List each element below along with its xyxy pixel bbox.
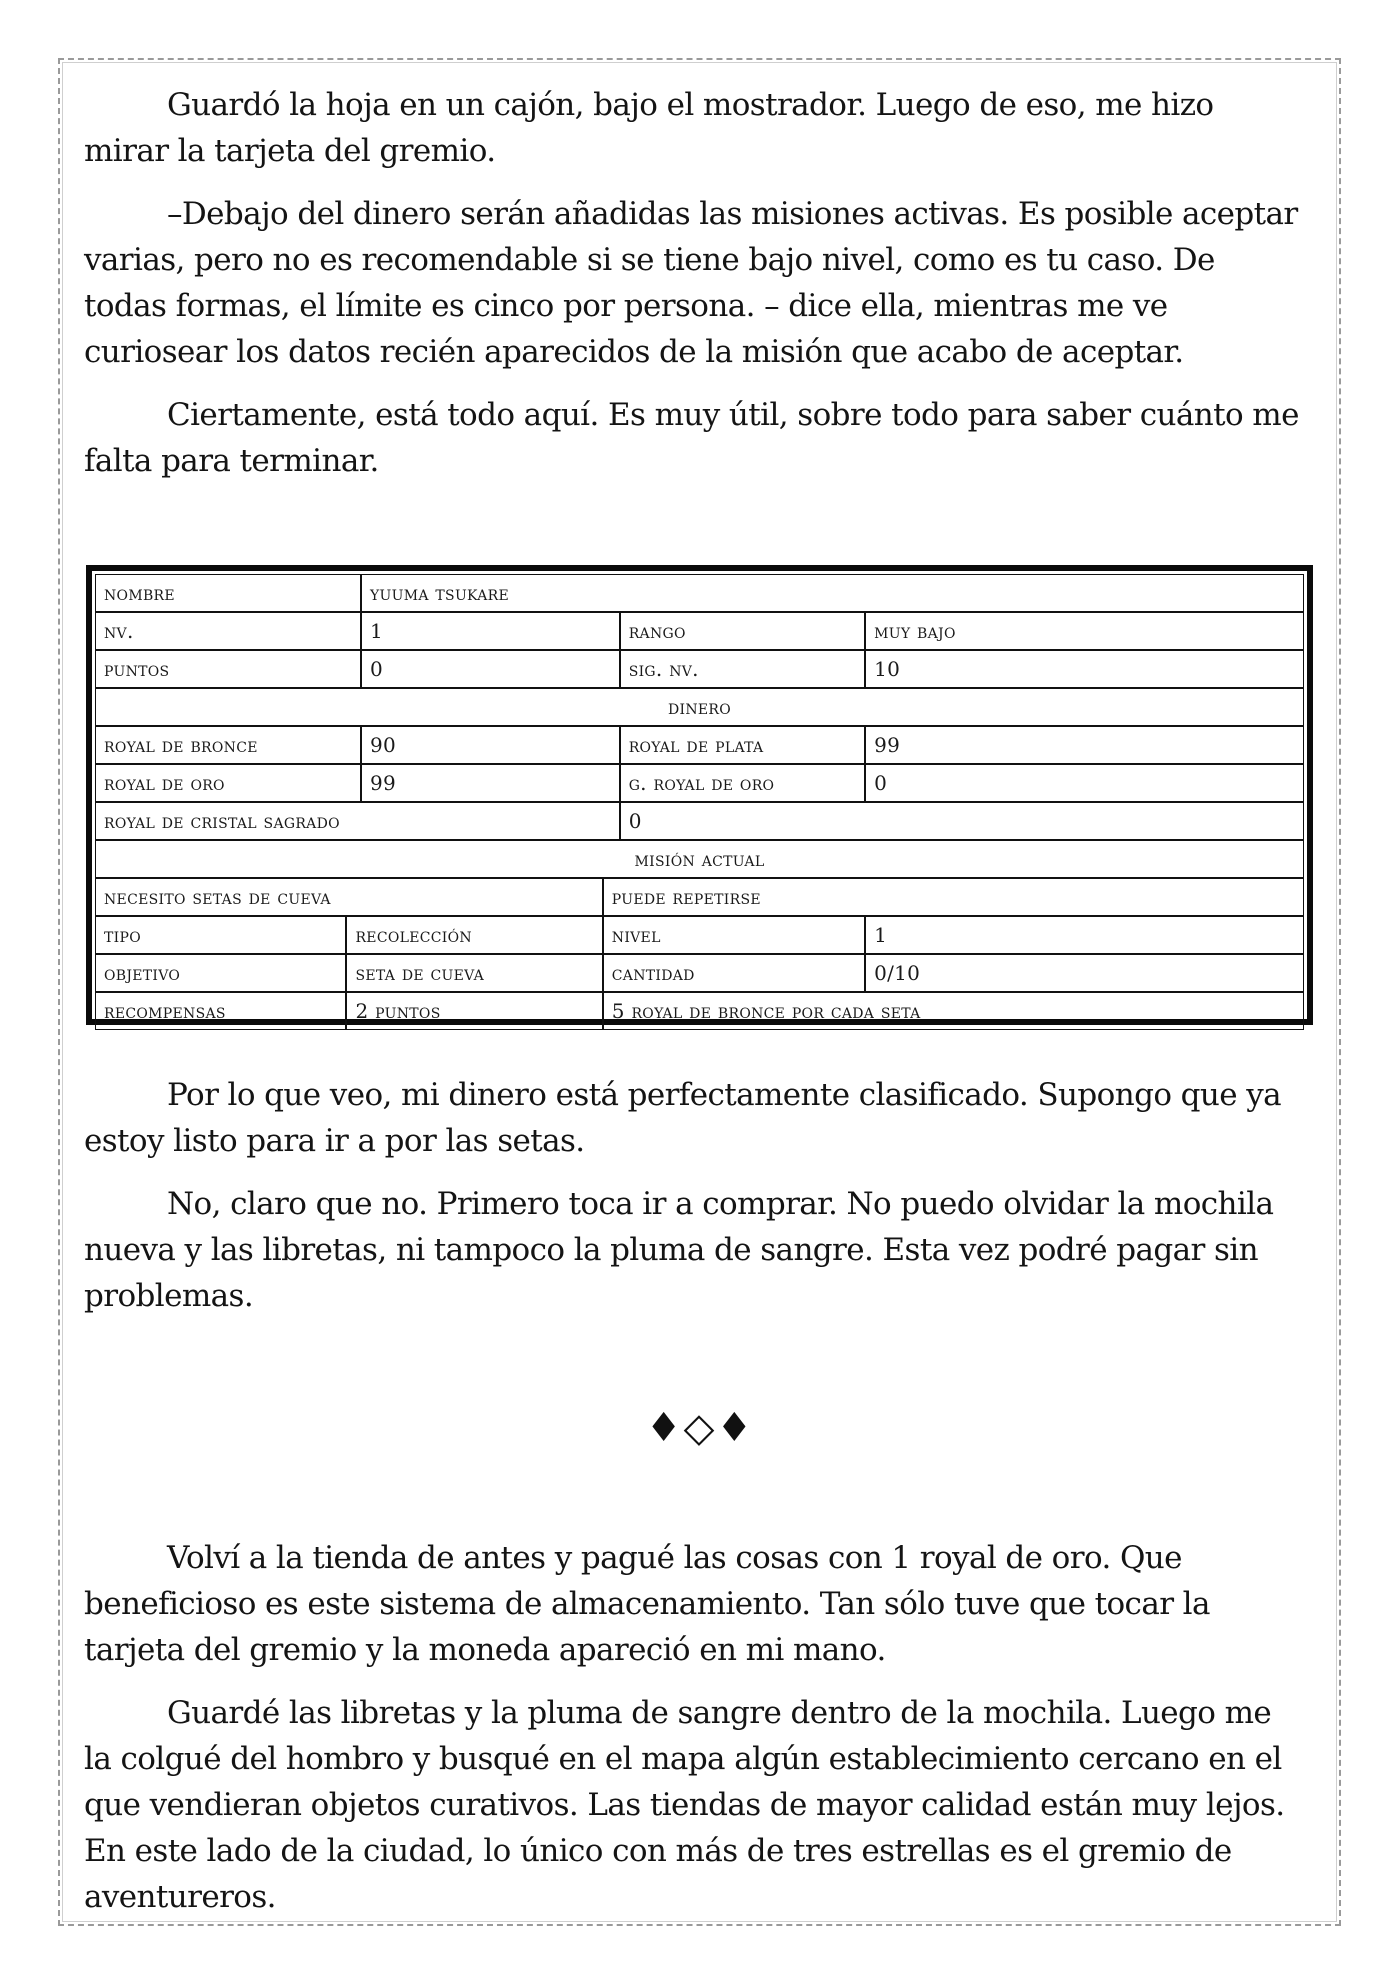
card-value: yuuma tsukare xyxy=(361,574,1304,612)
paragraph: Guardé las libretas y la pluma de sangre dentro de la mochila. Luego me la colgué del hombro y busqué en el mapa algún establecimiento cercano en el que vendieran objetos curativos. Las tiendas de mayor calidad están muy lejos. En este lado de la ciudad, lo único con más de tres estrellas es el gremio de aventureros. xyxy=(84,1695,1285,1915)
table-row xyxy=(95,878,1304,916)
section-header-dinero: dinero xyxy=(95,688,1304,726)
card-value: seta de cueva xyxy=(346,954,602,992)
card-value: 90 xyxy=(361,726,620,764)
table-row xyxy=(95,688,1304,726)
table-row xyxy=(95,802,1304,840)
section-header-mision: misión actual xyxy=(95,840,1304,878)
table-row xyxy=(95,726,1304,764)
card-label: sig. nv. xyxy=(620,650,865,688)
card-value: 5 royal de bronce por cada seta xyxy=(603,992,1304,1030)
card-label: nv. xyxy=(95,612,361,650)
card-label: tipo xyxy=(95,916,346,954)
card-value: 2 puntos xyxy=(346,992,602,1030)
card-value: 99 xyxy=(865,726,1304,764)
card-value: 0 xyxy=(865,764,1304,802)
card-value: 1 xyxy=(865,916,1304,954)
card-label: puntos xyxy=(95,650,361,688)
paragraph: Ciertamente, está todo aquí. Es muy útil, sobre todo para saber cuánto me falta para terminar. xyxy=(84,397,1299,479)
card-value: 10 xyxy=(865,650,1304,688)
card-label: recompensas xyxy=(95,992,346,1030)
text-block-top xyxy=(84,82,1306,501)
card-label: nivel xyxy=(603,916,865,954)
paragraph: Por lo que veo, mi dinero está perfectamente clasificado. Supongo que ya estoy listo para ir a por las setas. xyxy=(84,1077,1282,1159)
table-row xyxy=(95,650,1304,688)
card-value: 0/10 xyxy=(865,954,1304,992)
table-row xyxy=(95,916,1304,954)
scene-separator-diamonds-icon: ♦◇♦ xyxy=(645,1405,755,1451)
text-block-middle xyxy=(84,1072,1306,1336)
table-row xyxy=(95,954,1304,992)
card-label: cantidad xyxy=(603,954,865,992)
table-row xyxy=(95,612,1304,650)
card-label: nombre xyxy=(95,574,361,612)
guild-card-table xyxy=(95,574,1304,1030)
card-value: 0 xyxy=(620,802,1304,840)
card-value: 0 xyxy=(361,650,620,688)
text-block-bottom xyxy=(84,1535,1306,1937)
card-value: 1 xyxy=(361,612,620,650)
card-label: g. royal de oro xyxy=(620,764,865,802)
mission-repeat: puede repetirse xyxy=(603,878,1304,916)
paragraph: Volví a la tienda de antes y pagué las cosas con 1 royal de oro. Que beneficioso es este sistema de almacenamiento. Tan sólo tuve que tocar la tarjeta del gremio y la moneda apareció en mi mano. xyxy=(84,1540,1210,1668)
card-value: 99 xyxy=(361,764,620,802)
card-label: royal de plata xyxy=(620,726,865,764)
card-label: royal de oro xyxy=(95,764,361,802)
card-value: recolección xyxy=(346,916,602,954)
table-row xyxy=(95,840,1304,878)
paragraph: –Debajo del dinero serán añadidas las misiones activas. Es posible aceptar varias, pero no es recomendable si se tiene bajo nivel, como es tu caso. De todas formas, el límite es cinco por persona. – dice ella, mientras me ve curiosear los datos recién aparecidos de la misión que acabo de aceptar. xyxy=(84,196,1298,370)
table-row xyxy=(95,992,1304,1030)
card-label: rango xyxy=(620,612,865,650)
card-label: royal de bronce xyxy=(95,726,361,764)
guild-card xyxy=(86,565,1313,1025)
paragraph: Guardó la hoja en un cajón, bajo el mostrador. Luego de eso, me hizo mirar la tarjeta del gremio. xyxy=(84,87,1214,169)
table-row xyxy=(95,764,1304,802)
card-value: muy bajo xyxy=(865,612,1304,650)
mission-title: necesito setas de cueva xyxy=(95,878,603,916)
paragraph: No, claro que no. Primero toca ir a comprar. No puedo olvidar la mochila nueva y las libretas, ni tampoco la pluma de sangre. Esta vez podré pagar sin problemas. xyxy=(84,1186,1274,1314)
card-label: objetivo xyxy=(95,954,346,992)
table-row xyxy=(95,574,1304,612)
card-label: royal de cristal sagrado xyxy=(95,802,620,840)
